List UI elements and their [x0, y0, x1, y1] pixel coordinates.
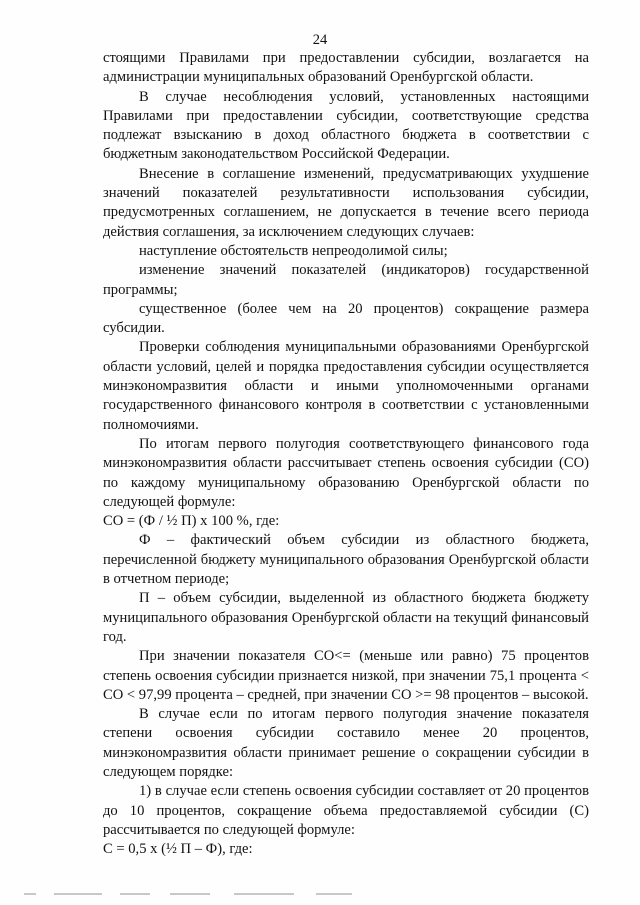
paragraph-definition-p: П – объем субсидии, выделенной из областного бюджета бюджету муниципального образования Оренбургской области на текущий финансовый год.	[103, 590, 589, 645]
paragraph-continuation: стоящими Правилами при предоставлении субсидии, возлагается на администрации муниципальных образований Оренбургской области.	[103, 50, 589, 86]
paragraph-indicator-change: изменение значений показателей (индикаторов) государственной программы;	[103, 262, 589, 298]
paragraph-half-year-results: По итогам первого полугодия соответствующего финансового года минэкономразвития области рассчитывает степень освоения субсидии (СО) по каждому муниципальному образованию Оренбургской области по следующей формуле:	[103, 435, 589, 510]
paragraph-noncompliance: В случае несоблюдения условий, установленных настоящими Правилами при предоставлении субсидии, соответствующие средства подлежат взысканию в доход областного бюджета в соответствии с бюджетным законодательством Российской Федерации.	[103, 88, 589, 163]
page-number: 24	[312, 32, 328, 48]
paragraph-force-majeure: наступление обстоятельств непреодолимой силы;	[139, 242, 448, 259]
document-body	[103, 49, 589, 859]
paragraph-agreement-changes: Внесение в соглашение изменений, предусматривающих ухудшение значений показателей результативности использования субсидии, предусмотренных соглашением, не допускается в течение всего периода действия соглашения, за исключением следующих случаев:	[103, 165, 589, 240]
paragraph-reduction-decision: В случае если по итогам первого полугодия значение показателя степени освоения субсидии составило менее 20 процентов, минэкономразвития области принимает решение о сокращении субсидии в следующем порядке:	[103, 706, 589, 780]
paragraph-definition-f: Ф – фактический объем субсидии из областного бюджета, перечисленной бюджету муниципального образования Оренбургской области в отчетном периоде;	[103, 532, 589, 588]
paragraph-subsidy-reduction: существенное (более чем на 20 процентов) сокращение размера субсидии.	[103, 300, 589, 337]
paragraph-thresholds: При значении показателя СО<= (меньше или равно) 75 процентов степень освоения субсидии признается низкой, при значении 75,1 процента < СО < 97,99 процента – средней, при значении СО >= 98 процентов – высокой.	[103, 648, 589, 703]
paragraph-reduction-case-1: 1) в случае если степень освоения субсидии составляет от 20 процентов до 10 процентов, сокращение объема предоставляемой субсидии (С) рассчитывается по следующей формуле:	[103, 783, 589, 838]
paragraph-inspections: Проверки соблюдения муниципальными образованиями Оренбургской области условий, целей и порядка предоставления субсидии осуществляется минэкономразвития области и иными уполномоченными органами государственного финансового контроля в соответствии с установленными полномочиями.	[103, 339, 589, 433]
formula-utilization: СО = (Ф / ½ П) х 100 %, где:	[103, 513, 280, 530]
formula-reduction: С = 0,5 х (½ П – Ф), где:	[103, 841, 253, 858]
footer-scan-residue	[24, 893, 384, 899]
